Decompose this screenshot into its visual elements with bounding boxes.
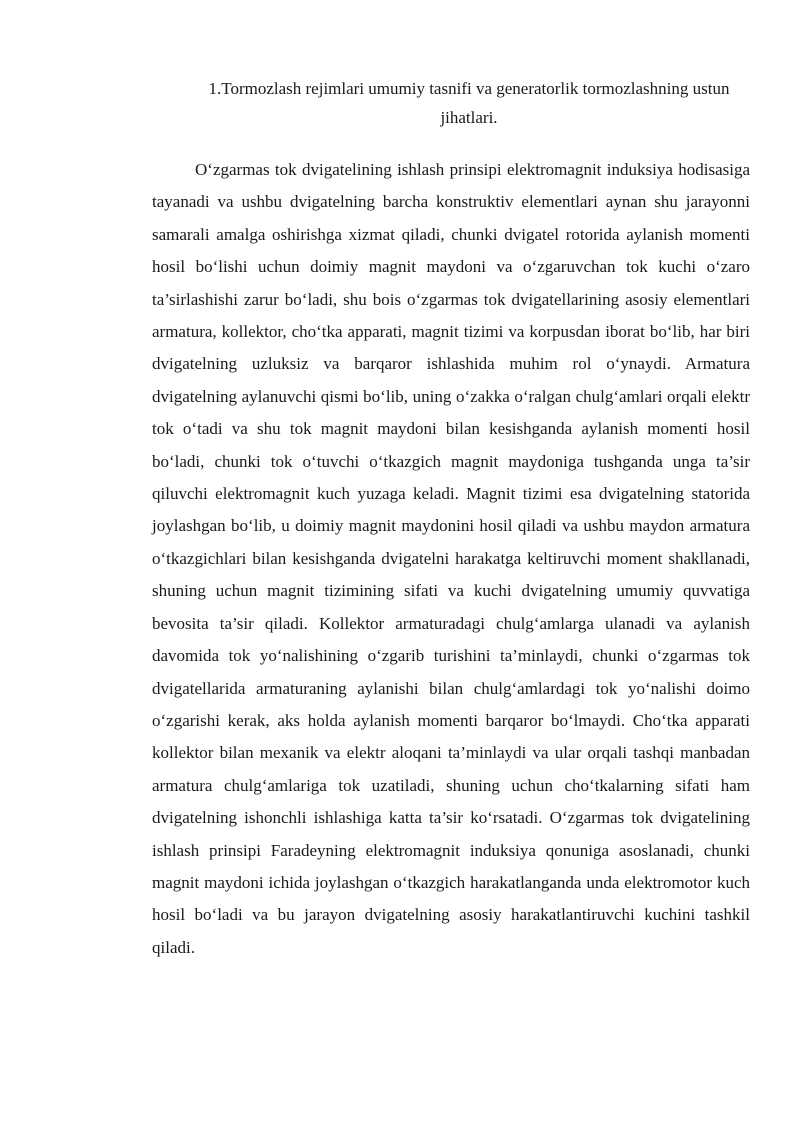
body-paragraph: O‘zgarmas tok dvigatelining ishlash prinsipi elektromagnit induksiya hodisasiga tayanadi va ushbu dvigatelning barcha konstruktiv elementlari aynan shu jarayonni samarali amalga oshirishga xizmat qiladi, chunki dvigatel rotorida aylanish momenti hosil bo‘lishi uchun doimiy magnit maydoni va o‘zgaruvchan tok kuchi o‘zaro ta’sirlashishi zarur bo‘ladi, shu bois o‘zgarmas tok dvigatellarining asosiy elementlari armatura, kollektor, cho‘tka apparati, magnit tizimi va korpusdan iborat bo‘lib, har biri dvigatelning uzluksiz va barqaror ishlashida muhim rol o‘ynaydi. Armatura dvigatelning aylanuvchi qismi bo‘lib, uning o‘zakka o‘ralgan chulg‘amlari orqali elektr tok o‘tadi va shu tok magnit maydoni bilan kesishganda aylanish momenti hosil bo‘ladi, chunki tok o‘tuvchi o‘tkazgich magnit maydoniga tushganda unga ta’sir qiluvchi elektromagnit kuch yuzaga keladi. Magnit tizimi esa dvigatelning statorida joylashgan bo‘lib, u doimiy magnit maydonini hosil qiladi va ushbu maydon armatura o‘tkazgichlari bilan kesishganda dvigatelni harakatga keltiruvchi moment shakllanadi, shuning uchun magnit tizimining sifati va kuchi dvigatelning umumiy quvvatiga bevosita ta’sir qiladi. Kollektor armaturadagi chulg‘amlarga ulanadi va aylanish davomida tok yo‘nalishining o‘zgarib turishini ta’minlaydi, chunki o‘zgarmas tok dvigatellarida armaturaning aylanishi bilan chulg‘amlardagi tok yo‘nalishi doimo o‘zgarishi kerak, aks holda aylanish momenti barqaror bo‘lmaydi. Cho‘tka apparati kollektor bilan mexanik va elektr aloqani ta’minlaydi va ular orqali tashqi manbadan armatura chulg‘amlariga tok uzatiladi, shuning uchun cho‘tkalarning sifati ham dvigatelning ishonchli ishlashiga katta ta’sir ko‘rsatadi. O‘zgarmas tok dvigatelining ishlash prinsipi Faradeyning elektromagnit induksiya qonuniga asoslanadi, chunki magnit maydoni ichida joylashgan o‘tkazgich harakatlanganda unda elektromotor kuch hosil bo‘ladi va bu jarayon dvigatelning asosiy harakatlantiruvchi kuchini tashkil qiladi.	[152, 160, 750, 957]
section-heading: 1.Tormozlash rejimlari umumiy tasnifi va generatorlik tormozlashning ustun jihatlari.	[208, 79, 730, 127]
